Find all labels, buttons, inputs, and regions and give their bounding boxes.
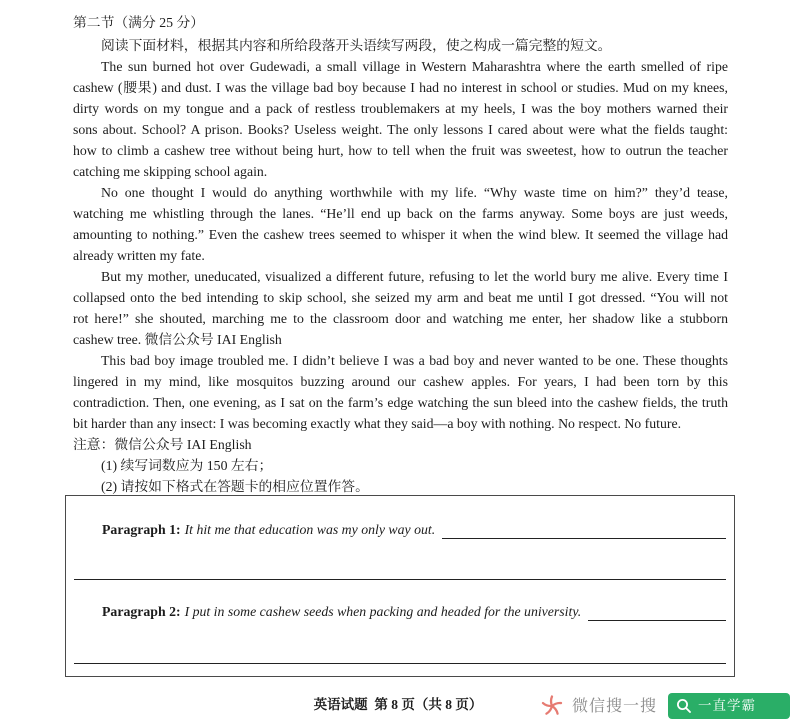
paragraph-2-opening-sentence: I put in some cashew seeds when packing and headed for the university.	[184, 604, 582, 619]
passage-line: collapsed onto the bed intending to skip school, she seized my arm and beat me until I got dressed. “You will not	[73, 290, 728, 305]
paragraph-2-blank-line[interactable]	[74, 663, 726, 664]
passage-line: No one thought I would do anything worthwhile with my life. “Why waste time on him?” they’d tease,	[101, 185, 728, 200]
passage-line: This bad boy image troubled me. I didn’t believe I was a bad boy and never wanted to be one. These thoughts	[101, 353, 728, 368]
passage-line: cashew (腰果) and dust. I was the village bad boy because I had no interest in school or studies. Mud on my knees,	[73, 80, 728, 95]
exam-text-block	[73, 12, 728, 497]
paragraph-1-blank-line[interactable]	[74, 579, 726, 580]
section-heading: 第二节（满分 25 分）	[73, 15, 205, 30]
passage-line: dirty words on my tongue and a pack of restless troublemakers at my heels, I was the boy mothers warned their	[73, 101, 728, 116]
paragraph-2-writing-line[interactable]	[588, 620, 726, 621]
paragraph-2-label: Paragraph 2:	[102, 604, 181, 619]
note-item: (1) 续写词数应为 150 左右；	[101, 458, 273, 473]
passage-line: rot here!” she shouted, marching me to the classroom door and watching me enter, her shadow like a stubborn	[73, 311, 728, 326]
passage-line: already written my fate.	[73, 248, 205, 263]
paragraph-1-row	[102, 520, 726, 540]
wechat-search-watermark[interactable]	[535, 688, 795, 724]
notes-label: 注意：微信公众号 IAI English	[73, 437, 252, 452]
passage-line: watching me whistling through the lanes. “He’ll end up back on the farms anyway. Some boys are just weeds,	[73, 206, 728, 221]
paragraph-2-row	[102, 602, 726, 622]
passage-line: how to climb a cashew tree without being hurt, how to tell when the fruit was sweetest, how to outrun the teacher	[73, 143, 728, 158]
search-button[interactable]	[668, 693, 790, 719]
section-instruction: 阅读下面材料，根据其内容和所给段落开头语续写两段，使之构成一篇完整的短文。	[101, 38, 612, 53]
page-footer: 英语试题 第 8 页（共 8 页）	[313, 697, 483, 712]
paragraph-1-writing-line[interactable]	[442, 538, 726, 539]
wechat-search-logo-icon	[540, 694, 564, 718]
passage-paragraph	[73, 182, 728, 266]
paragraph-1-opening-sentence: It hit me that education was my only way out.	[184, 522, 436, 537]
passage-line: amounting to nothing.” Even the cashew trees seemed to whisper it when the wind blew. It seemed the village had	[73, 227, 728, 242]
passage-line: sons about. School? A prison. Books? Useless weight. The only lessons I cared about were what the fields taught:	[73, 122, 728, 137]
passage-line: But my mother, uneducated, visualized a different future, refusing to let the world bury me alive. Every time I	[101, 269, 728, 284]
reading-passage	[73, 56, 728, 434]
note-item: (2) 请按如下格式在答题卡的相应位置作答。	[101, 479, 369, 494]
wechat-search-brand-text: 微信搜一搜	[572, 696, 658, 715]
search-icon	[676, 698, 692, 714]
passage-paragraph	[73, 350, 728, 434]
passage-line: The sun burned hot over Gudewadi, a small village in Western Maharashtra where the earth smelled of ripe	[101, 59, 728, 74]
passage-line: lingered in my mind, like mosquitos buzzing around our cashew apples. For years, I had been torn by this	[73, 374, 728, 389]
paragraph-1-label: Paragraph 1:	[102, 522, 181, 537]
passage-paragraph	[73, 56, 728, 182]
passage-line: bit harder than any insect: I was becoming exactly what they said—a boy with nothing. No respect. No future.	[73, 416, 682, 431]
passage-line: catching me skipping school again.	[73, 164, 268, 179]
passage-paragraph	[73, 266, 728, 350]
answer-format-box	[65, 495, 735, 677]
passage-line: cashew tree. 微信公众号 IAI English	[73, 332, 282, 347]
passage-line: contradiction. Then, one evening, as I sat on the farm’s edge watching the sun bleed into the cashew fields, the truth	[73, 395, 728, 410]
search-button-label: 一直学霸	[698, 698, 756, 714]
